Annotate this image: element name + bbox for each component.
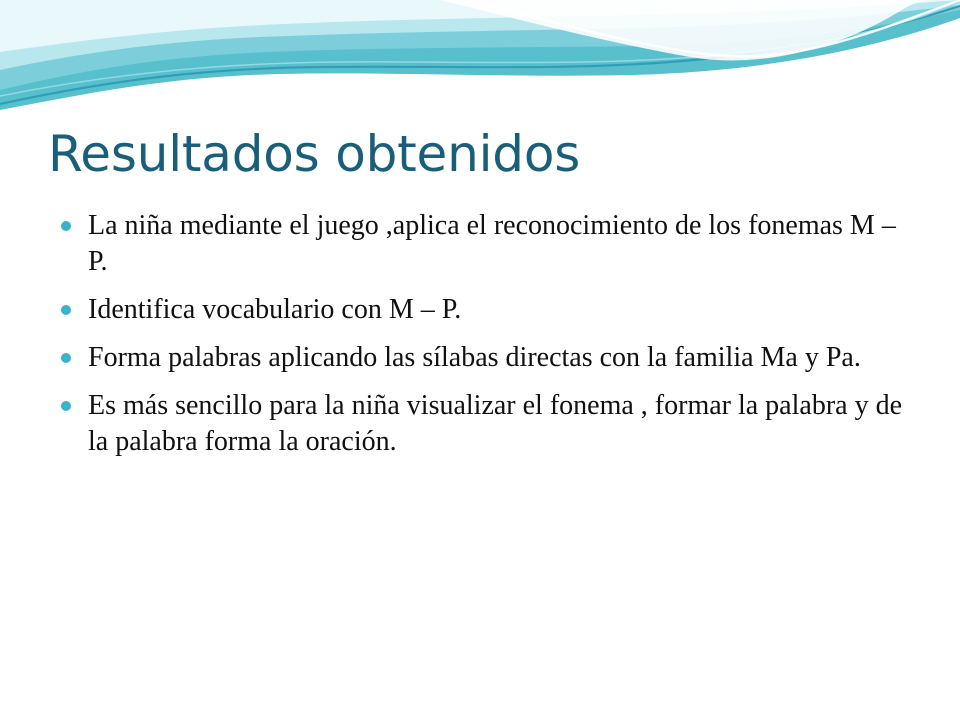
filled-circle-icon: [61, 401, 71, 411]
list-item: [0, 292, 960, 328]
bullet-text: Es más sencillo para la niña visualizar el fonema , formar la palabra y de la palabra forma la oración.: [88, 390, 902, 457]
filled-circle-icon: [61, 221, 71, 231]
filled-circle-icon: [61, 305, 71, 315]
bullet-text: Identifica vocabulario con M – P.: [88, 294, 462, 325]
results-list: [0, 208, 960, 472]
list-item: [0, 388, 960, 460]
bullet-text: Forma palabras aplicando las sílabas directas con la familia Ma y Pa.: [88, 342, 861, 373]
list-item: [0, 340, 960, 376]
bullet-text: La niña mediante el juego ,aplica el reconocimiento de los fonemas M – P.: [88, 210, 896, 277]
top-wave-decoration: [0, 0, 960, 115]
list-item: [0, 208, 960, 280]
filled-circle-icon: [61, 353, 71, 363]
slide-title: Resultados obtenidos: [48, 125, 581, 183]
